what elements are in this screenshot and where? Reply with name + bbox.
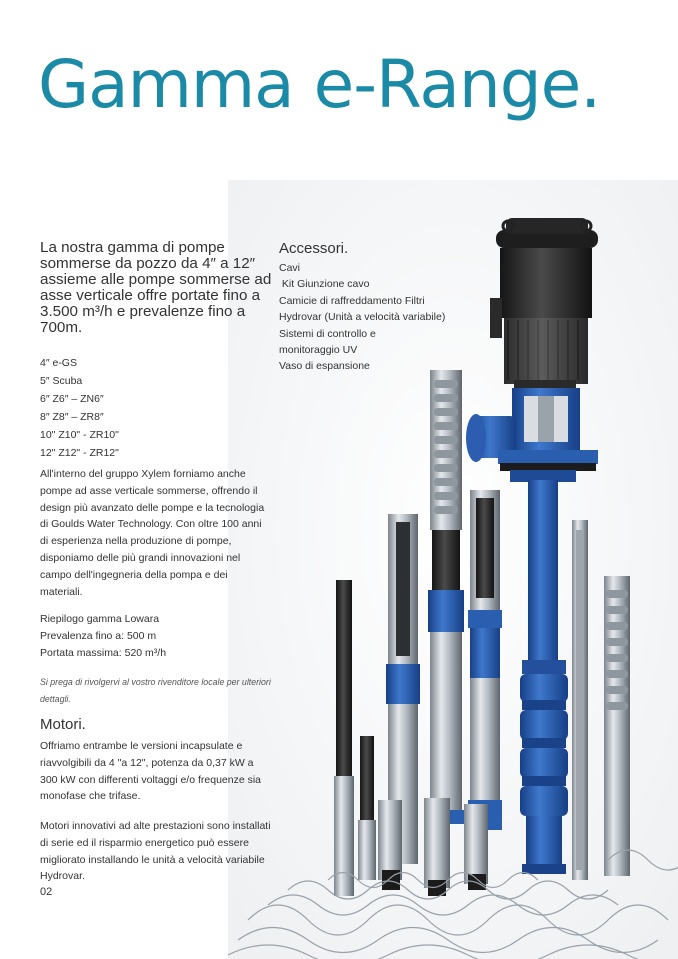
model-list [40,354,119,462]
accessori-item: monitoraggio UV [279,344,358,357]
accessori-list [279,260,445,375]
accessori-item: Cavi [279,262,301,274]
model-item: 6″ Z6″ – ZN6″ [40,393,104,405]
page-number: 02 [40,886,53,898]
range-summary [40,611,166,661]
submersible-pump-thin-dark [334,580,354,896]
submersible-pump-thin-right [572,520,588,880]
submersible-pump-tall-2 [468,490,502,830]
accessori-item: Vaso di espansione [279,360,370,373]
dealer-note: Si prega di rivolgervi al vostro rivenditore locale per ulteriori dettagli. [40,677,271,704]
model-item: 4″ e-GS [40,357,77,369]
model-item: 5″ Scuba [40,375,83,387]
accessori-item: Sistemi di controllo e [279,327,376,340]
submersible-pump-tall-1 [426,370,466,824]
motori-heading: Motori. [40,716,86,733]
submersible-pump-right [604,576,630,876]
summary-head: Prevalenza fino a: 500 m [40,629,157,642]
page-title: Gamma e-Range. [38,46,601,123]
model-item: 8″ Z8″ – ZR8″ [40,411,104,423]
submersible-pump-small-1 [358,736,376,880]
motori-paragraph-1: Offriamo entrambe le versioni incapsulate e riavvolgibili da 4 "a 12", potenza da 0,37 kW a 300 kW con differenti voltaggi e/o frequenze sia monofase che trifase. [40,740,262,803]
model-item: 12" Z12" - ZR12" [40,447,119,459]
accessori-heading: Accessori. [279,240,349,257]
model-item: 10" Z10" - ZR10" [40,429,119,441]
xylem-paragraph: All'interno del gruppo Xylem forniamo anche pompe ad asse verticale sommerse, offrendo il design più avanzato delle pompe e la tecnologia di Goulds Water Technology. Con oltre 100 anni di esperienza nella produzione di pompe, disponiamo delle più grandi innovazioni nel campo dell'ingegneria della pompa e dei materiali. [40,468,265,598]
accessori-item: Kit Giunzione cavo [279,278,370,291]
summary-heading: Riepilogo gamma Lowara [40,613,160,625]
accessori-item: Camicie di raffreddamento Filtri [279,294,425,307]
summary-flow: Portata massima: 520 m³/h [40,646,167,659]
motori-paragraph-2: Motori innovativi ad alte prestazioni sono installati di serie ed il risparmio energetico può essere migliorato installando le unità a velocità variabile Hydrovar. [40,820,271,883]
accessori-item: Hydrovar (Unità a velocità variabile) [279,311,446,324]
intro-paragraph: La nostra gamma di pompe sommerse da pozzo da 4″ a 12″ assieme alle pompe sommerse ad asse verticale offre portate fino a 3.500 m³/h e prevalenze fino a 700m. [40,239,272,336]
